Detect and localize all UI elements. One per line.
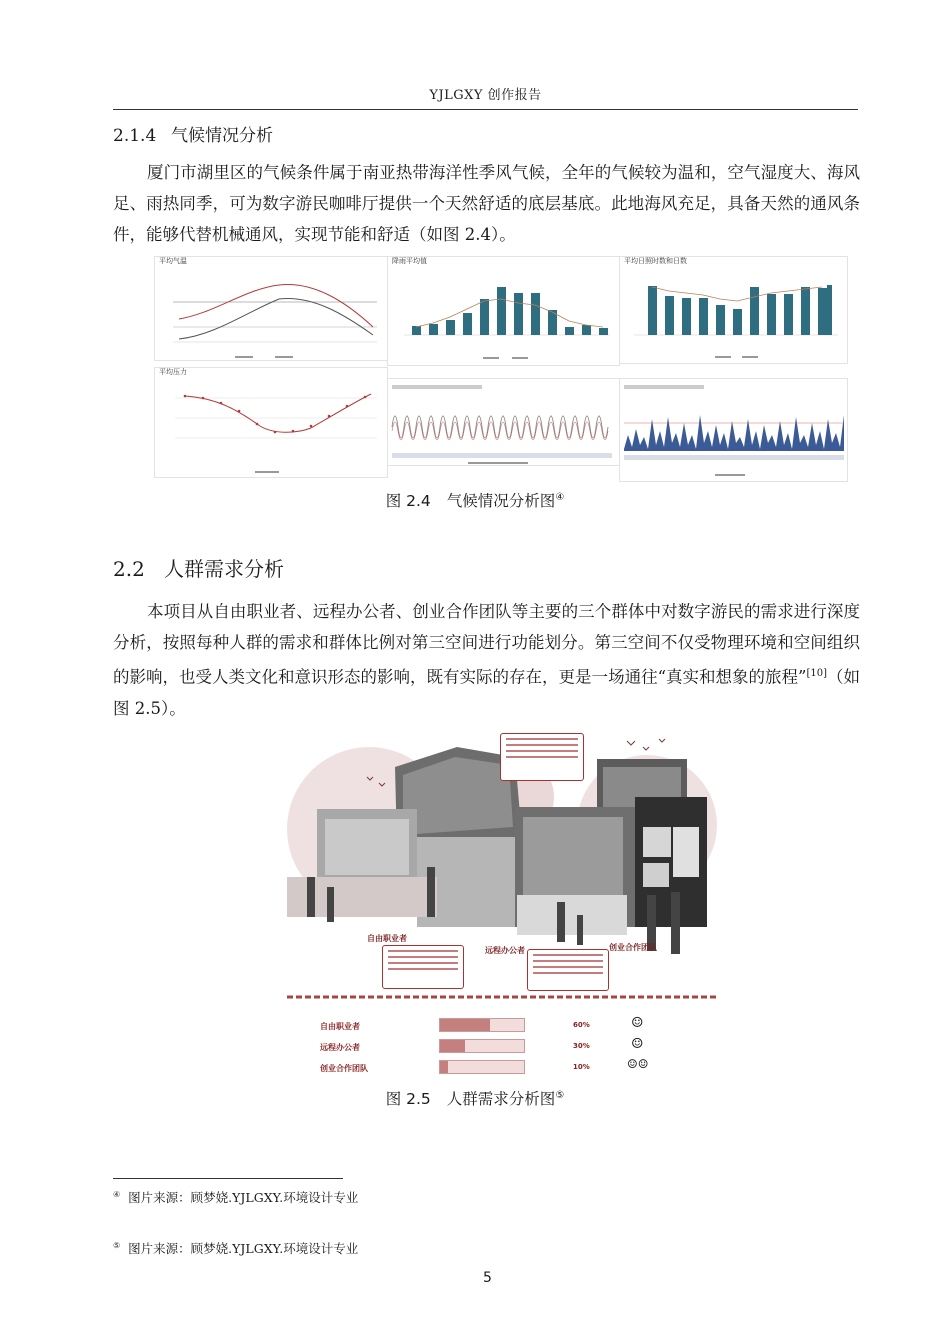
chart-title: 降雨平均值: [392, 257, 427, 265]
person-icon: ☺: [631, 1015, 644, 1031]
chart-sunshine-hours: [619, 256, 848, 364]
illustration-label-freelancer: 自由职业者: [367, 934, 407, 943]
ratio-label-startup-team: 创业合作团队: [320, 1064, 368, 1073]
speech-bubble-startup-team: [527, 949, 609, 991]
caption-number: 图 2.4: [385, 492, 431, 510]
group-icon: ☺☺: [627, 1057, 649, 1071]
page-number: 5: [483, 1270, 492, 1286]
paragraph-tail: （如图 2.5）。: [113, 667, 861, 718]
section-number: 2.2: [113, 557, 145, 581]
illustration-label-remote-worker: 远程办公者: [485, 946, 525, 955]
chart-temperature-history: [387, 378, 620, 466]
caption-text: 气候情况分析图: [446, 492, 556, 510]
chart-title: 平均压力: [159, 368, 187, 376]
sunshine-plot: [620, 257, 849, 365]
caption-text: 人群需求分析图: [446, 1090, 556, 1108]
pressure-plot: [155, 368, 389, 479]
ratio-bar-startup-team: [439, 1060, 525, 1074]
ratio-bar-remote-worker: [439, 1039, 525, 1053]
ratio-label-freelancer: 自由职业者: [320, 1022, 360, 1031]
chart-title: 平均气温: [159, 257, 187, 265]
chart-title: 平均日照时数和日数: [624, 257, 687, 265]
footnote: [113, 1188, 358, 1206]
illustration-label-startup-team: 创业合作团队: [609, 943, 657, 952]
caption-footnote-mark: ⑤: [555, 1089, 565, 1101]
chart-rainfall: [387, 256, 620, 366]
caption-footnote-mark: ④: [555, 491, 565, 503]
crowd-demand-illustration: [287, 727, 719, 1077]
speech-bubble-freelancer: [382, 945, 464, 989]
figure-caption-2-5: [0, 1087, 950, 1109]
footnote-separator: [113, 1178, 343, 1179]
footnote-text: 图片来源：顾梦娆.YJLGXY.环境设计专业: [128, 1190, 359, 1205]
citation-ref: [10]: [806, 668, 827, 679]
temperature-history-plot: [388, 379, 621, 467]
ratio-label-remote-worker: 远程办公者: [320, 1043, 360, 1052]
ratio-percent-startup-team: 10%: [573, 1063, 590, 1071]
person-icon: ☺: [631, 1036, 644, 1052]
footnote-mark: ④: [113, 1189, 121, 1199]
temperature-plot: [155, 257, 389, 362]
section-title: 气候情况分析: [171, 126, 273, 146]
speech-bubble-remote-worker: [500, 733, 584, 781]
chart-precipitation-history: [619, 378, 848, 482]
section-title: 人群需求分析: [164, 557, 284, 581]
rainfall-plot: [388, 257, 621, 367]
paragraph-climate: 厦门市湖里区的气候条件属于南亚热带海洋性季风气候，全年的气候较为温和，空气湿度大、海风足、雨热同季，可为数字游民咖啡厅提供一个天然舒适的底层基底。此地海风充足，具备天然的通风条件，能够代替机械通风，实现节能和舒适（如图 2.4）。: [113, 163, 860, 244]
paragraph-crowd-demand: [113, 596, 860, 724]
paragraph-text: 本项目从自由职业者、远程办公者、创业合作团队等主要的三个群体中对数字游民的需求进行深度分析，按照每种人群的需求和群体比例对第三空间进行功能划分。第三空间不仅受物理环境和空间组织的影响，也受人类文化和意识形态的影响，既有实际的存在，更是一场通往“真实和想象的旅程”: [113, 602, 860, 687]
caption-number: 图 2.5: [385, 1090, 431, 1108]
section-number: 2.1.4: [113, 126, 157, 146]
ratio-percent-freelancer: 60%: [573, 1021, 590, 1029]
ratio-bar-freelancer: [439, 1018, 525, 1032]
footnote-mark: ⑤: [113, 1240, 121, 1250]
chart-average-pressure: [154, 367, 388, 478]
footnote-text: 图片来源：顾梦娆.YJLGXY.环境设计专业: [128, 1241, 359, 1256]
figure-caption-2-4: [0, 489, 950, 511]
section-heading-2-1-4: [113, 121, 273, 146]
precipitation-history-plot: [620, 379, 849, 483]
footnote: [113, 1239, 358, 1257]
section-heading-2-2: [113, 553, 284, 582]
chart-average-temperature: [154, 256, 388, 361]
ratio-percent-remote-worker: 30%: [573, 1042, 590, 1050]
running-header: YJLGXY 创作报告: [113, 84, 858, 110]
